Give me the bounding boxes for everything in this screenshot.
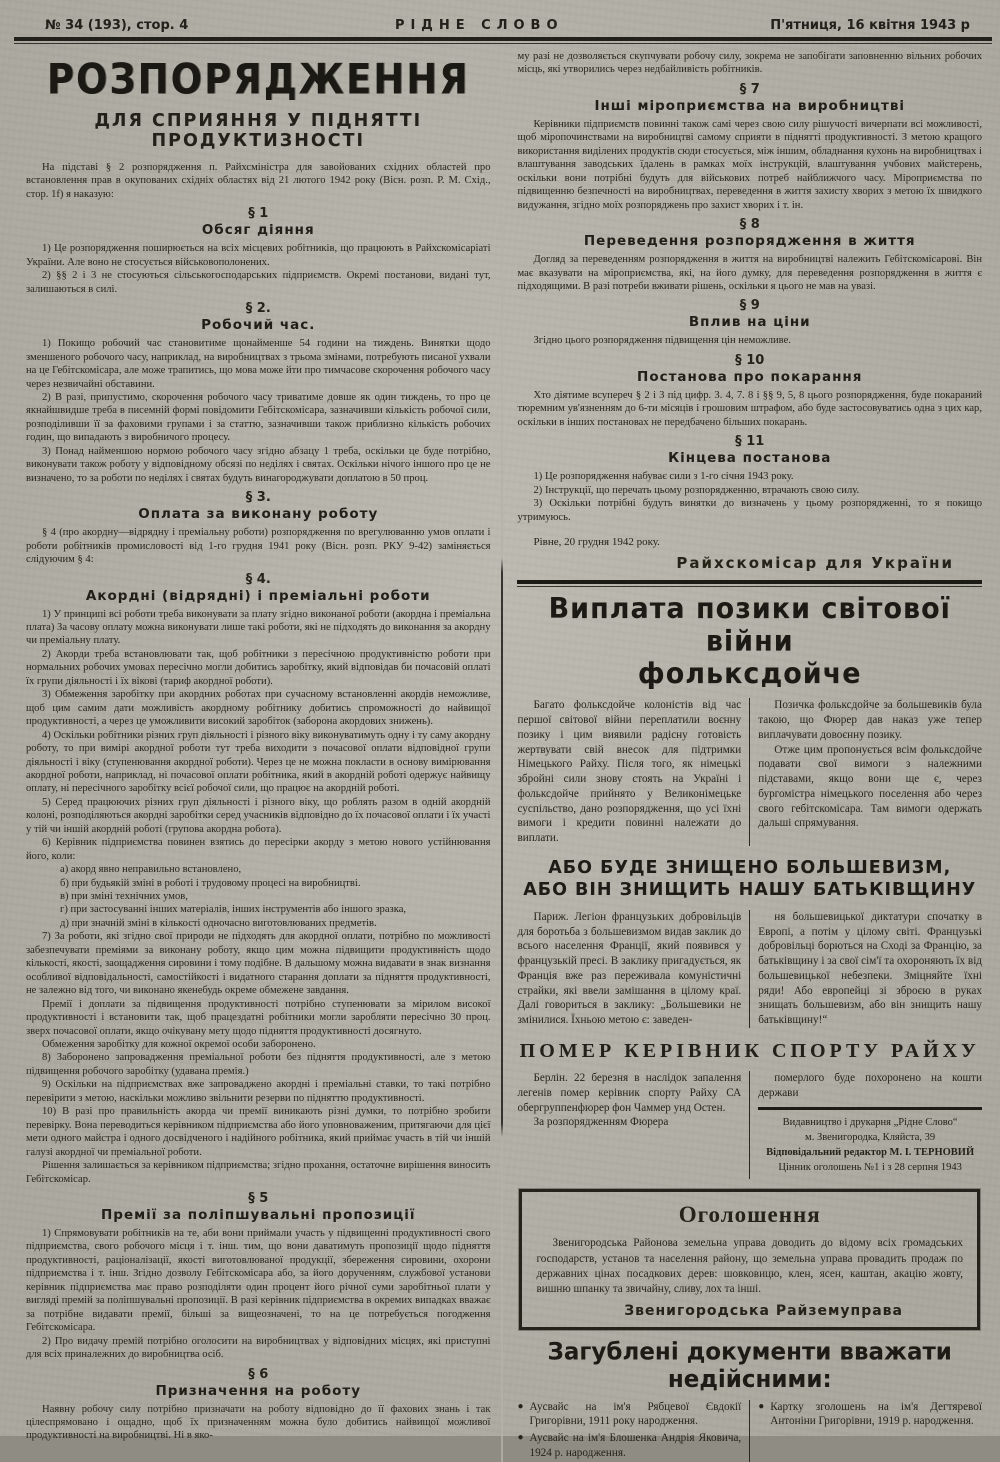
announcement-signature: Звенигородська Райземуправа (624, 1302, 903, 1319)
paragraph: За розпорядженням Фюрера (533, 1116, 669, 1129)
paragraph: 3) Оскільки потрібні будуть винятки до визначень у цьому розпорядженні, то я покищо утримуюсь. (517, 498, 982, 523)
bolshevism-column-left (517, 910, 750, 1028)
regulation-intro: На підставі § 2 розпорядження п. Райхсміністра для завойованих східних областей про встановлення прав в окупованих східніх областях від 21 лютого 1942 року (Вісн. розп. Р. М. Схід., стор. 1f) я наказую: (26, 162, 491, 200)
imprint-publisher: Видавництво і друкарня „Рідне Слово“ (782, 1116, 958, 1128)
paragraph: 4) Оскільки робітники різних груп діяльності і різного віку виконуватимуть одну і ту саму акордну роботу, то при вимірі акордної роботи тут треба виходити з почасової оплати відповідної групи діяльності і віку (ступенювання акордної роботи). Через це не можна покласти в основу вимірювання акордної роботи, наприклад, ні почасової оплати робітника, який в акордній роботі одержує найвищу оплату, ні пересічного заробітку всієї робочої сили, що працює на акордній роботі. (26, 729, 491, 795)
lost-documents-headline: Загублені документи вважати недійсними: (547, 1338, 952, 1394)
section-number: § 1 (248, 206, 269, 222)
paragraph: 9) Оскільки на підприємствах вже запроваджено акордні і преміальні ставки, то такі потрібно перевірити з метою, наскільки можливо звільнити резерви по підняттю продуктивності. (26, 1079, 491, 1104)
bolshevism-column-right (750, 910, 982, 1028)
bullet-icon: ● (517, 1432, 524, 1444)
paragraph: 2) §§ 2 і 3 не стосуються сільськогосподарських підприємств. Окремі постанови, видані тут, залишаються в силі. (26, 270, 491, 295)
loan-article-headline (517, 593, 982, 691)
page-columns (0, 44, 1000, 1462)
section-title: Обсяг діяння (201, 222, 315, 239)
section-title: Призначення на роботу (155, 1382, 362, 1399)
paragraph: Догляд за переведенням розпорядження в життя на виробництві належить Гебітскомісарові. Він має вказувати на міроприємства, які, на його думку, для переведення розпорядження в життя є підходящими. В разі потреби вживати рішень, оскільки я цього не мав на увазі. (517, 254, 982, 292)
paragraph: Рішення залишається за керівником підприємства; згідно прохання, остаточне вирішення виносить Гебітскомісар. (26, 1160, 491, 1185)
paragraph: 5) Серед працюючих різних груп діяльності і різного віку, що роблять разом в одній акордній колоні, розподіляються акордні заробітки серед учасників відповідно до їх почасової оплати і їх участі у тій чи іншій акордній роботі (групова акордна робота). (26, 796, 491, 835)
sport-column-right (750, 1071, 982, 1179)
paragraph: Отже цим пропонується всім фольксдойче подавати свої вимоги з належними підставами, якщо вони ще є, через бургомістра німецького поселення або через свого гебітскомісара. Там вимоги одержать дальші спрямування. (758, 743, 982, 830)
lost-document-text: Аусвайс на ім'я Блошенка Андрія Яковича, 1924 р. народження. (529, 1432, 742, 1459)
bolshevism-article (517, 858, 982, 1028)
paragraph: 10) В разі про правильність акорда чи премії виникають різні думки, то потрібно зробити перевірку. Вона переводиться керівником підприємства або його уповноваженим, притягаючи для цієї мети одного майстра і одного досвідченого і надійного робітника, який приймає участь в тій чи іншій галузі акордної чи преміальної роботи. (26, 1106, 491, 1158)
section-title: Вплив на ціни (688, 314, 811, 331)
lost-documents-column-left (517, 1400, 750, 1462)
sport-article (517, 1040, 982, 1179)
paragraph: 2) Про видачу премій потрібно оголосити на виробництвах у відповідних місцях, які приступні для всіх приналежних до виробництва осіб. (26, 1335, 491, 1361)
section-title: Премії за поліпшувальні пропозиції (101, 1207, 416, 1223)
imprint-editor: Відповідальний редактор М. І. ТЕРНОВИЙ (766, 1147, 975, 1159)
right-column (503, 50, 982, 1462)
section-title: Кінцева постанова (668, 450, 832, 467)
regulation-headline: РОЗПОРЯДЖЕННЯ (46, 55, 470, 104)
paragraph: 2) В разі, припустимо, скорочення робочого часу триватиме довше як один тиждень, то про це якнайшвидше треба в писемній формі повідомити Гебітскомісара, зазначивши кількість робочої сили, розподіливши її за фаховими групами і за статтю, зазначивши також приблизно кількість робочих годин, що випадають з виробничого процесу. (26, 391, 491, 444)
imprint-pricelist: Цінник оголошень №1 і з 28 серпня 1943 (778, 1162, 962, 1174)
paragraph: 8) Заборонено запровадження преміальної роботи без підняття продуктивності, але з метою підвищення робочого заробітку (удавана премія.) (26, 1052, 491, 1077)
announcement-body: Звенигородська Районова земельна управа доводить до відому всіх громадських господарств, установ та населення району, що земельна управа провадить продаж по державних цінах посадкових дерев: шовковицю, клен, ясен, каштан, акацію жовту, вишню шпанку та звичайну, сливу, лох та інші. (536, 1237, 963, 1295)
imprint-address: м. Звенигородка, Кляйста, 39 (805, 1131, 936, 1143)
paragraph: померлого буде похоронено на кошти держави (758, 1072, 982, 1099)
masthead (0, 0, 1000, 37)
paragraph: 1) Покищо робочий час становитиме щонайменше 54 години на тиждень. Винятки щодо зменшеного робочого часу, наприклад, на виробництвах з трьома змінами, потребують писаної ухвали на це Гебітскомісара, але може трапитись, що мова може йти про тимчасове скорочення робочого часу через незвичайні обставини. (26, 338, 491, 390)
lost-documents-column-right (750, 1400, 982, 1462)
loan-column-right (750, 698, 982, 846)
sport-column-left (517, 1071, 750, 1179)
lost-document-text: Картку зголошень на ім'я Дегтяревої Антоніни Григорівни, 1919 р. народження. (770, 1400, 982, 1428)
lost-document-text: Аусвайс на ім'я Рябцевої Євдокії Григорівни, 1911 року народження. (529, 1400, 742, 1428)
section-title: Переведення розпорядження в життя (583, 233, 916, 250)
masthead-rule (14, 37, 992, 44)
paragraph: Обмеження заробітку для кожної окремої особи заборонено. (42, 1039, 316, 1051)
section-title: Постанова про покарання (637, 368, 863, 385)
section-number: § 7 (739, 81, 760, 97)
paragraph: Париж. Легіон французьких добровільців для боротьба з большевизмом видав заклик до всього населення Франції, який появився у французькій пресі. В заклику пригадується, як Франція вже раз переживала комуністичні страйки, які ввели замішання в цілому краї. Далі говориться в заклику: „Большевики не змінилися. Їхньою метою є: заведен- (517, 910, 742, 1027)
section-number: § 2. (245, 301, 271, 317)
lost-documents-body (517, 1400, 982, 1462)
paragraph: 1) Спрямовувати робітників на те, аби вони приймали участь у підвищенні продуктивності свого підприємства, свого робочого місця і т. інш. тим, що вони даватимуть пропозиції щодо підняття продуктивності, раціоналізації, якості виготовлюваної продукції, збереження сировини, охорони підприємства і т. інш. Згідно дозволу Гебітскомісара або, за його дорученням, службової установи керівник підприємства має право розподіляти один процент його річної суми заробітньої плати у вигляді премій за поліпшувальні пропозиції. В разі керівник підприємства в окремих випадках вважає за потрібне видавати премії, більші за вищеозначені, то на це потребується погодження Гебітскомісара. (26, 1228, 491, 1334)
masthead-date: П'ятниця, 16 квітня 1943 р (770, 18, 970, 33)
signature: Райхскомісар для України (676, 554, 954, 573)
section-title: Робочий час. (201, 317, 316, 334)
paragraph: Згідно цього розпорядження підвищення цін неможливе. (533, 335, 791, 347)
paragraph: а) акорд явно неправильно встановлено, (60, 864, 242, 876)
lost-document-item (517, 1400, 741, 1429)
bullet-icon: ● (517, 1400, 524, 1412)
section-number: § 5 (248, 1191, 269, 1206)
imprint-box (758, 1107, 982, 1180)
left-column (26, 50, 501, 1462)
paragraph: 7) За роботи, які згідно свої природи не підходять для акордної оплати, потрібно по можливості забезпечувати преміями за виконану роботу, якщо цим можна підвищити продуктивність щодо кількості, якості, заощадження сировини і тому подібне. В дальшому можна видавати в знак визнання особливої відповідальності, самостійкості і видатного старання доплати за підняття продуктивності, не залежно від того, чи виконано якенебудь окреме обмежене завдання. (26, 931, 491, 997)
lost-document-item (517, 1431, 741, 1460)
loan-article-body (517, 698, 982, 846)
regulation-sections-left (26, 206, 491, 1443)
paragraph: Премії і доплати за підвищення продуктивності потрібно ступенювати за мірилом високої продуктивності і встановити так, щоб працездатні робітники могли заробляти пересічно 30 проц. зверх почасової оплати, якщо очікувану мету щодо підняття продуктивності досягнуто. (26, 998, 491, 1037)
paragraph: Позичка фольксдойче за большевиків була такою, що Фюрер дав наказ уже тепер виплачувати довоєнну позику. (758, 699, 982, 741)
paragraph: Багато фольксдойче колоністів від час першої світової війни переплатили воєнну позику і цим виявили радісну готовість жертвувати свій внесок для підтримки Німецького Райху. Після того, як німецькі збройні сили знову стоять на Україні і фольксдойче прийнято у Великонімецьке суспільство, дано розпорядження, що усі їхні вимоги і кредити повинні належати до виплати. (517, 699, 742, 845)
paragraph: 1) Це розпорядження набуває сили з 1-го січня 1943 року. (533, 471, 794, 483)
section-title: Інші міроприємства на виробництві (594, 97, 906, 114)
paragraph: 3) Обмеження заробітку при акордних роботах при сучасному встановленні акордів неможливе, щоб цим самим дати можливість акордному робітнику добитись спроможності до найвищої продуктивності, а через це уможливити високий заробіток (заборона акордових знижень). (26, 689, 491, 728)
newspaper-title: РІДНЕ СЛОВО (394, 18, 564, 33)
paragraph: 1) У принципі всі роботи треба виконувати за плату згідно виконаної роботи (акордна і преміальна плата) За часову оплату можна виконувати лише такі роботи, які не підходять до виконання за акордну чи преміальну плату. (26, 608, 491, 647)
paragraph: б) при будьякій зміні в роботі і трудовому процесі на виробництві. (60, 877, 361, 889)
regulation-sections-right (517, 82, 982, 524)
sport-right-text (758, 1071, 982, 1101)
section-number: § 8 (739, 217, 760, 233)
paragraph: в) при зміні технічних умов, (60, 891, 188, 903)
paragraph: Берлін. 22 березня в наслідок запалення легенів помер керівник спорту Райху СА обергруппенфюрер фон Чаммер унд Остен. (517, 1072, 742, 1114)
sport-article-headline: ПОМЕР КЕРІВНИК СПОРТУ РАЙХУ (519, 1040, 980, 1063)
paragraph: Керівники підприємств повинні також самі через свою силу рішучості вичерпати всі можливості, щоб міропочинствами на виробництві самому сприяти в підняттi продуктивності. З метою кращого використання виділених продуктів сюди стосується, між іншим, обладнання кухонь на виробництвах і влаштування заводських їдалень в рамках моїх інструкцій, влаштування учбових майстерень, оскільки вони потрібні будуть для військових потреб найближчого часу. Міроприємства по підвищенню безпечності на виробництвах, переведення в життя захисту хворих з метою їх швидкого видужання, згідно моїх розпоряджень про захист хворих і т. ін. (517, 118, 982, 211)
dateline: Рівне, 20 грудня 1942 року. (533, 536, 660, 549)
section-title: Акордні (відрядні) і преміальні роботи (85, 587, 431, 604)
section-title: Оплата за виконану роботу (138, 506, 379, 523)
regulation-subheadline: ДЛЯ СПРИЯННЯ У ПІДНЯТТІ ПРОДУКТИЗНОСТІ (94, 111, 423, 151)
announcement-box (519, 1189, 980, 1329)
paragraph: Хто діятиме всупереч § 2 і 3 під цифр. 3. 4, 7. 8 і §§ 9, 5, 8 цього розпорядження, буде покараний тюремним ув'язненням до 6-ти місяців і грошовим штрафом, або буде застосовуватись одна з цих кар, оскільки в інших постановах не передбачено більших покарань. (517, 389, 982, 428)
loan-headline-line2: фольксдойче (637, 657, 862, 691)
bolshevism-headline-line2: АБО ВІН ЗНИЩИТЬ НАШУ БАТЬКІВЩИНУ (523, 879, 977, 900)
bolshevism-article-body (517, 910, 982, 1028)
paragraph: 1) Це розпорядження поширюється на всіх місцевих робітників, що працюють в Райхскомісаріаті України. Але воно не стосується військовополонених. (26, 243, 491, 268)
paragraph: § 4 (про акордну—відрядну і преміальну роботи) розпорядження по врегулюванню умов оплати і роботи робітників промисловості від 1-го грудня 1941 року (Вісн. розп. РКУ 9-42) заміняється слідуючим § 4: (26, 527, 491, 566)
section-number: § 4. (245, 571, 271, 587)
section-number: § 3. (245, 490, 271, 506)
paragraph: 6) Керівник підприємства повинен взятись до пересірки акорду з метою нового устійнювання його, коли: (26, 837, 491, 862)
section-divider-rule (517, 580, 982, 587)
regulation-continuation: му разі не дозволяється скупчувати робочу силу, зокрема не запобігати заповненню вільних робочих місць, які утворились через недбайливість робітників. (517, 51, 982, 76)
paragraph: г) при застосуванні інших матеріалів, інших інструментів або іншого зразка, (60, 904, 407, 916)
loan-article (517, 592, 982, 846)
issue-number: № 34 (193), стор. 4 (45, 18, 189, 33)
loan-column-left (517, 698, 750, 846)
paragraph: 2) Акорди треба встановлювати так, щоб робітники з пересічною продуктивністю роботи при нормальних робочих умовах пересічно могли добитись заробітку, який відповідав би почасовій оплаті їх групи діяльності і їх вікові (тариф акордної роботи). (26, 648, 491, 687)
bullet-icon: ● (758, 1400, 765, 1412)
paragraph: 2) Інструкції, що перечать цьому розпорядженню, втрачають свою силу. (533, 484, 860, 496)
sport-article-body (517, 1071, 982, 1179)
section-number: § 9 (739, 298, 760, 314)
loan-headline-line1: Виплата позики світової війни (548, 592, 951, 658)
lost-document-item (758, 1400, 982, 1429)
section-number: § 11 (735, 434, 765, 450)
bolshevism-article-headline (517, 858, 982, 902)
bolshevism-headline-line1: АБО БУДЕ ЗНИЩЕНО БОЛЬШЕВИЗМ, (548, 858, 952, 879)
section-number: § 10 (735, 352, 765, 368)
paragraph: 3) Понад найменшою нормою робочого часу згідно абзацу 1 треба, оскільки це буде потрібно, виконувати також роботу у відповідному обсязі по неділях і святах. Оскільки нічого іншого про це не визначено, то за роботи по неділях і святах будуть винагороджувати доплатою в 50 проц. (26, 445, 491, 484)
paragraph: д) при значній зміні в кількості одночасно виготовлюваних предметів. (60, 917, 377, 929)
paragraph: ня большевицької диктатури спочатку в Европі, а потім у цілому світі. Французькі добровільці борються на Сході за Францію, за батьківщину і за свої сім'ї та охороняють їх від большевицької небезпеки. Зміцняйте їхні ряди! Або европейці зі зброєю в руках знищать большевизм, або він знищить нашу батьківщину!“ (758, 910, 982, 1027)
announcement-title: Оголошення (678, 1202, 821, 1228)
paragraph: Наявну робочу силу потрібно призначати на роботу відповідно до її фахових знань і так цілеспрямовано і ощадно, щоб їх призначенням можна було добитись найвищої можливої продуктивності на виробництві. Ні в яко- (26, 1403, 491, 1442)
section-number: § 6 (248, 1366, 269, 1382)
